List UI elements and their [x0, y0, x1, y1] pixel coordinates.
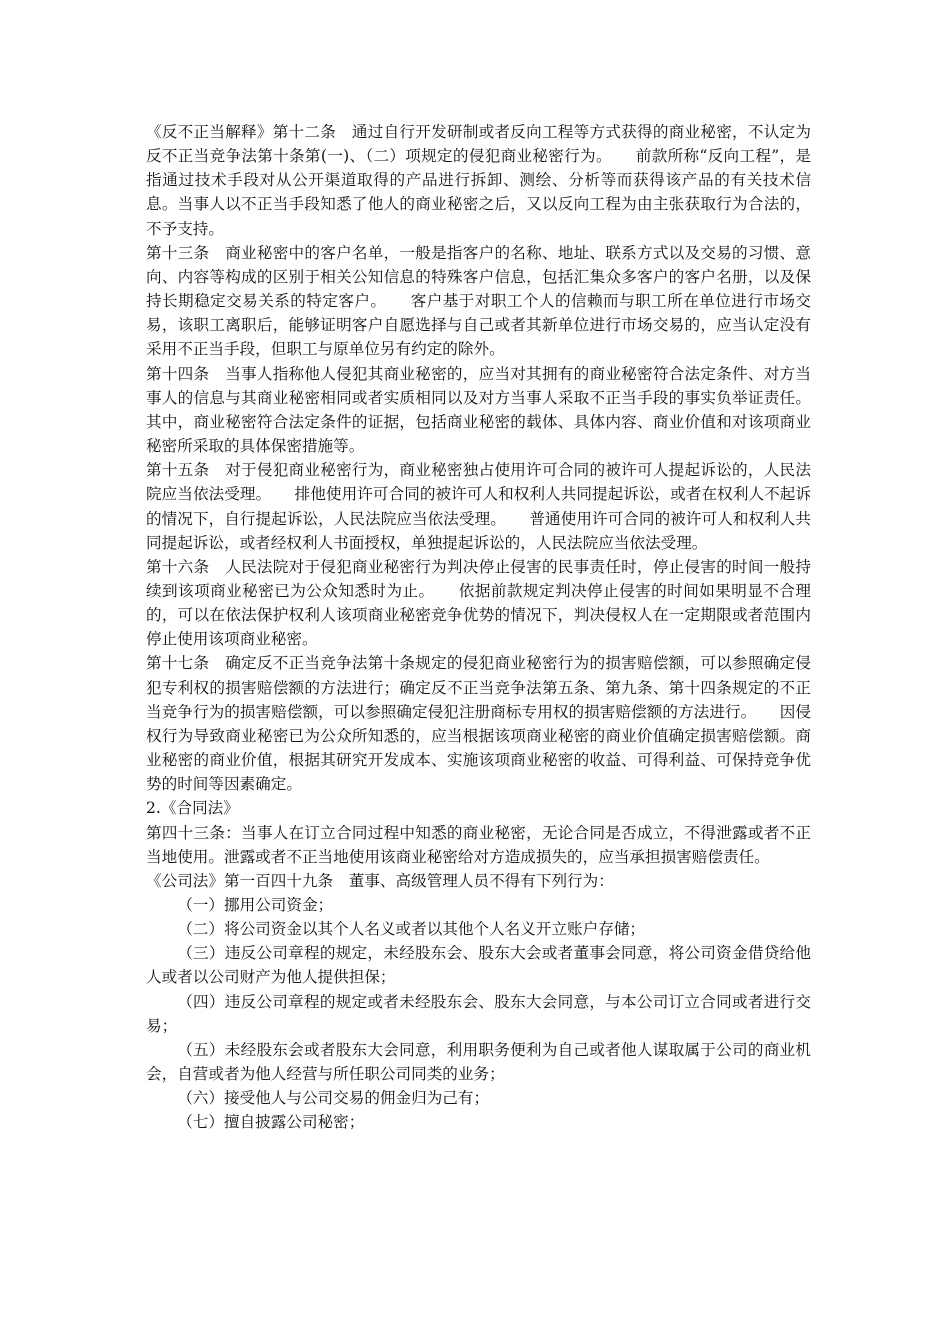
paragraph-article-43: 第四十三条：当事人在订立合同过程中知悉的商业秘密，无论合同是否成立，不得泄露或者不正当地使用。泄露或者不正当地使用该商业秘密给对方造成损失的，应当承担损害赔偿责任。	[146, 823, 811, 866]
paragraph-article-13: 第十三条 商业秘密中的客户名单，一般是指客户的名称、地址、联系方式以及交易的习惯、意向、内容等构成的区别于相关公知信息的特殊客户信息，包括汇集众多客户的客户名册，以及保持长期稳定交易关系的特定客户。 客户基于对职工个人的信赖而与职工所在单位进行市场交易，该职工离职后，能够证明客户自愿选择与自己或者其新单位进行市场交易的，应当认定没有采用不正当手段，但职工与原单位另有约定的除外。	[146, 243, 811, 359]
paragraph-article-15: 第十五条 对于侵犯商业秘密行为，商业秘密独占使用许可合同的被许可人提起诉讼的，人民法院应当依法受理。 排他使用许可合同的被许可人和权利人共同提起诉讼，或者在权利人不起诉的情况下，自行提起诉讼，人民法院应当依法受理。 普通使用许可合同的被许可人和权利人共同提起诉讼，或者经权利人书面授权，单独提起诉讼的，人民法院应当依法受理。	[146, 461, 811, 552]
list-item: （一）挪用公司资金；	[177, 896, 334, 914]
list-item: （二）将公司资金以其个人名义或者以其他个人名义开立账户存储；	[177, 920, 646, 939]
document-body	[146, 120, 811, 1135]
section-heading-contract-law: 2.《合同法》	[146, 799, 239, 818]
list-item: （四）违反公司章程的规定或者未经股东会、股东大会同意，与本公司订立合同或者进行交易；	[146, 992, 811, 1035]
list-item: （三）违反公司章程的规定，未经股东会、股东大会或者董事会同意，将公司资金借贷给他人或者以公司财产为他人提供担保；	[146, 944, 811, 987]
paragraph-article-14: 第十四条 当事人指称他人侵犯其商业秘密的，应当对其拥有的商业秘密符合法定条件、对方当事人的信息与其商业秘密相同或者实质相同以及对方当事人采取不正当手段的事实负举证责任。其中，商业秘密符合法定条件的证据，包括商业秘密的载体、具体内容、商业价值和对该项商业秘密所采取的具体保密措施等。	[146, 364, 811, 456]
paragraph-article-12: 《反不正当解释》第十二条 通过自行开发研制或者反向工程等方式获得的商业秘密，不认定为反不正当竞争法第十条第(一)、（二）项规定的侵犯商业秘密行为。 前款所称“反向工程”，是指通过技术手段对从公开渠道取得的产品进行拆卸、测绘、分析等而获得该产品的有关技术信息。当事人以不正当手段知悉了他人的商业秘密之后，又以反向工程为由主张获取行为合法的，不予支持。	[146, 123, 811, 238]
paragraph-article-16: 第十六条 人民法院对于侵犯商业秘密行为判决停止侵害的民事责任时，停止侵害的时间一般持续到该项商业秘密已为公众知悉时为止。 依据前款规定判决停止侵害的时间如果明显不合理的，可以在依法保护权利人该项商业秘密竞争优势的情况下，判决侵权人在一定期限或者范围内停止使用该项商业秘密。	[146, 557, 811, 649]
paragraph-company-law-149: 《公司法》第一百四十九条 董事、高级管理人员不得有下列行为：	[146, 871, 614, 890]
paragraph-article-17: 第十七条 确定反不正当竞争法第十条规定的侵犯商业秘密行为的损害赔偿额，可以参照确定侵犯专利权的损害赔偿额的方法进行；确定反不正当竞争法第五条、第九条、第十四条规定的不正当竞争行为的损害赔偿额，可以参照确定侵犯注册商标专用权的损害赔偿额的方法进行。 因侵权行为导致商业秘密已为公众所知悉的，应当根据该项商业秘密的商业价值确定损害赔偿额。商业秘密的商业价值，根据其研究开发成本、实施该项商业秘密的收益、可得利益、可保持竞争优势的时间等因素确定。	[146, 654, 811, 794]
list-item: （六）接受他人与公司交易的佣金归为己有；	[177, 1089, 490, 1108]
list-item: （五）未经股东会或者股东大会同意，利用职务便利为自己或者他人谋取属于公司的商业机会，自营或者为他人经营与所任职公司同类的业务；	[146, 1040, 811, 1084]
list-item: （七）擅自披露公司秘密；	[177, 1113, 365, 1132]
